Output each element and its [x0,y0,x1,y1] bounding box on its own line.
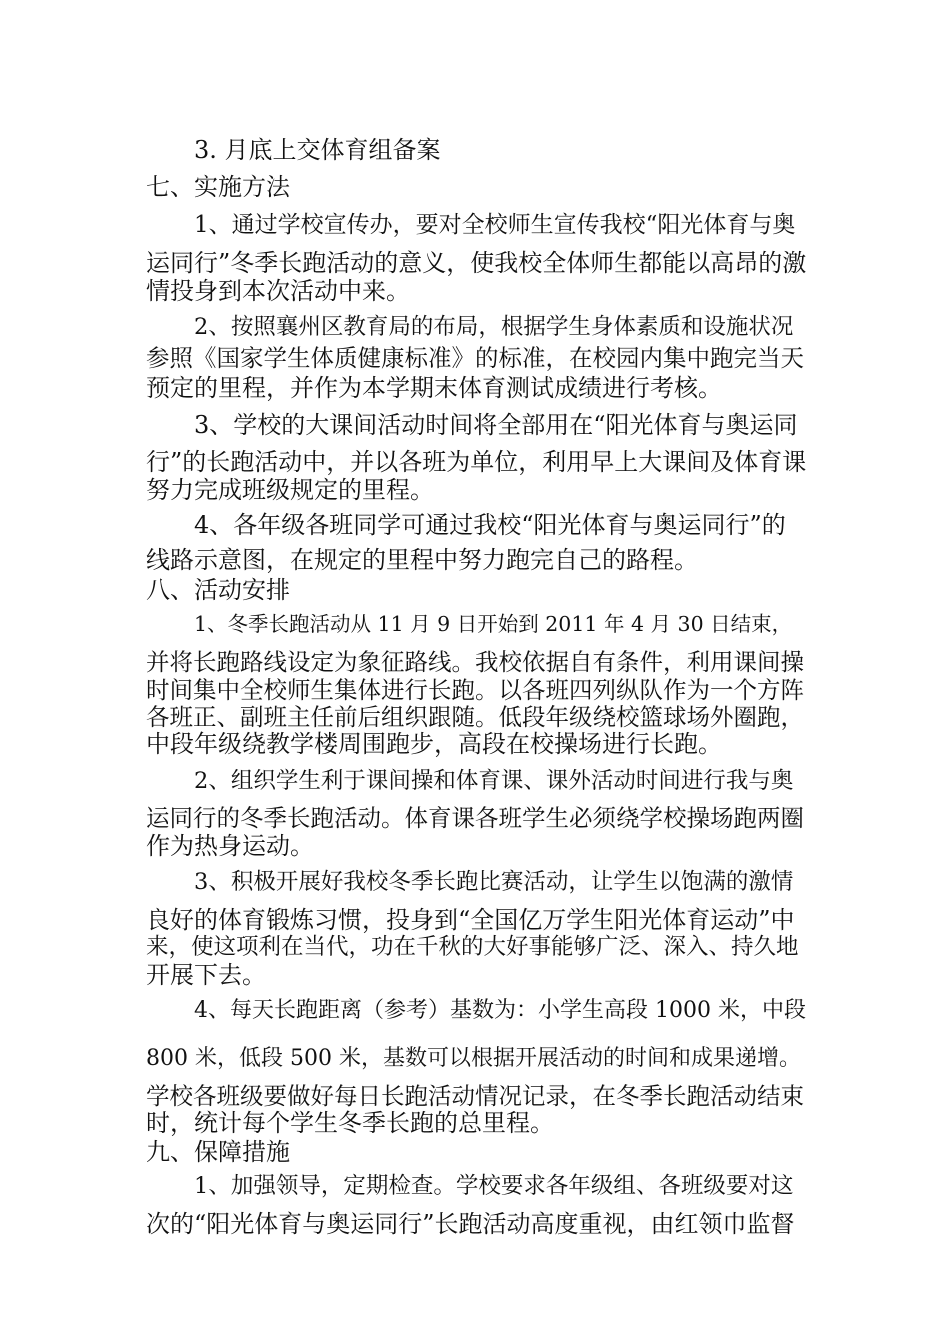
paragraph-line: 3、积极开展好我校冬季长跑比赛活动，让学生以饱满的激情 [194,869,794,895]
paragraph-line: 2、按照襄州区教育局的布局，根据学生身体素质和设施状况 [194,314,794,340]
paragraph-line: 作为热身运动。 [146,832,314,860]
paragraph-line: 线路示意图，在规定的里程中努力跑完自己的路程。 [146,546,698,574]
paragraph-line: 努力完成班级规定的里程。 [146,476,434,504]
paragraph-line: 来，使这项利在当代，功在千秋的大好事能够广泛、深入、持久地 [146,934,799,960]
paragraph-line: 3、学校的大课间活动时间将全部用在“阳光体育与奥运同 [194,411,798,439]
paragraph-line: 参照《国家学生体质健康标准》的标准，在校园内集中跑完当天 [146,344,804,372]
section-heading: 九、保障措施 [146,1138,290,1166]
paragraph-line: 学校各班级要做好每日长跑活动情况记录，在冬季长跑活动结束 [146,1082,804,1110]
paragraph-line: 运同行”冬季长跑活动的意义，使我校全体师生都能以高昂的激 [146,249,807,277]
paragraph-line: 开展下去。 [146,961,266,989]
paragraph-line: 4、每天长跑距离（参考）基数为：小学生高段 1000 米，中段 [194,998,806,1023]
paragraph-line: 运同行的冬季长跑活动。体育课各班学生必须绕学校操场跑两圈 [146,804,804,832]
paragraph-line: 预定的里程，并作为本学期末体育测试成绩进行考核。 [146,374,722,402]
paragraph-line: 并将长跑路线设定为象征路线。我校依据自有条件，利用课间操 [146,648,804,676]
paragraph-line: 行”的长跑活动中，并以各班为单位，利用早上大课间及体育课 [146,448,807,476]
paragraph-line: 800 米，低段 500 米，基数可以根据开展活动的时间和成果递增。 [146,1046,801,1071]
paragraph-line: 次的“阳光体育与奥运同行”长跑活动高度重视，由红领巾监督 [146,1210,795,1238]
paragraph-line: 1、通过学校宣传办，要对全校师生宣传我校“阳光体育与奥 [194,212,796,238]
paragraph-line: 4、各年级各班同学可通过我校“阳光体育与奥运同行”的 [194,511,786,539]
paragraph-line: 时间集中全校师生集体进行长跑。以各班四列纵队作为一个方阵 [146,676,804,704]
paragraph-line: 1、冬季长跑活动从 11 月 9 日开始到 2011 年 4 月 30 日结束， [194,612,793,636]
paragraph-line: 良好的体育锻炼习惯，投身到“全国亿万学生阳光体育运动”中 [146,906,795,934]
paragraph-line: 中段年级绕教学楼周围跑步，高段在校操场进行长跑。 [146,730,722,758]
list-item: 3. 月底上交体育组备案 [194,136,441,164]
paragraph-line: 各班正、副班主任前后组织跟随。低段年级绕校篮球场外圈跑， [146,703,804,731]
paragraph-line: 时，统计每个学生冬季长跑的总里程。 [146,1109,554,1137]
section-heading: 七、实施方法 [146,173,290,201]
paragraph-line: 1、加强领导，定期检查。学校要求各年级组、各班级要对这 [194,1173,794,1199]
paragraph-line: 情投身到本次活动中来。 [146,277,410,305]
paragraph-line: 2、组织学生利于课间操和体育课、课外活动时间进行我与奥 [194,768,794,794]
section-heading: 八、活动安排 [146,576,290,604]
